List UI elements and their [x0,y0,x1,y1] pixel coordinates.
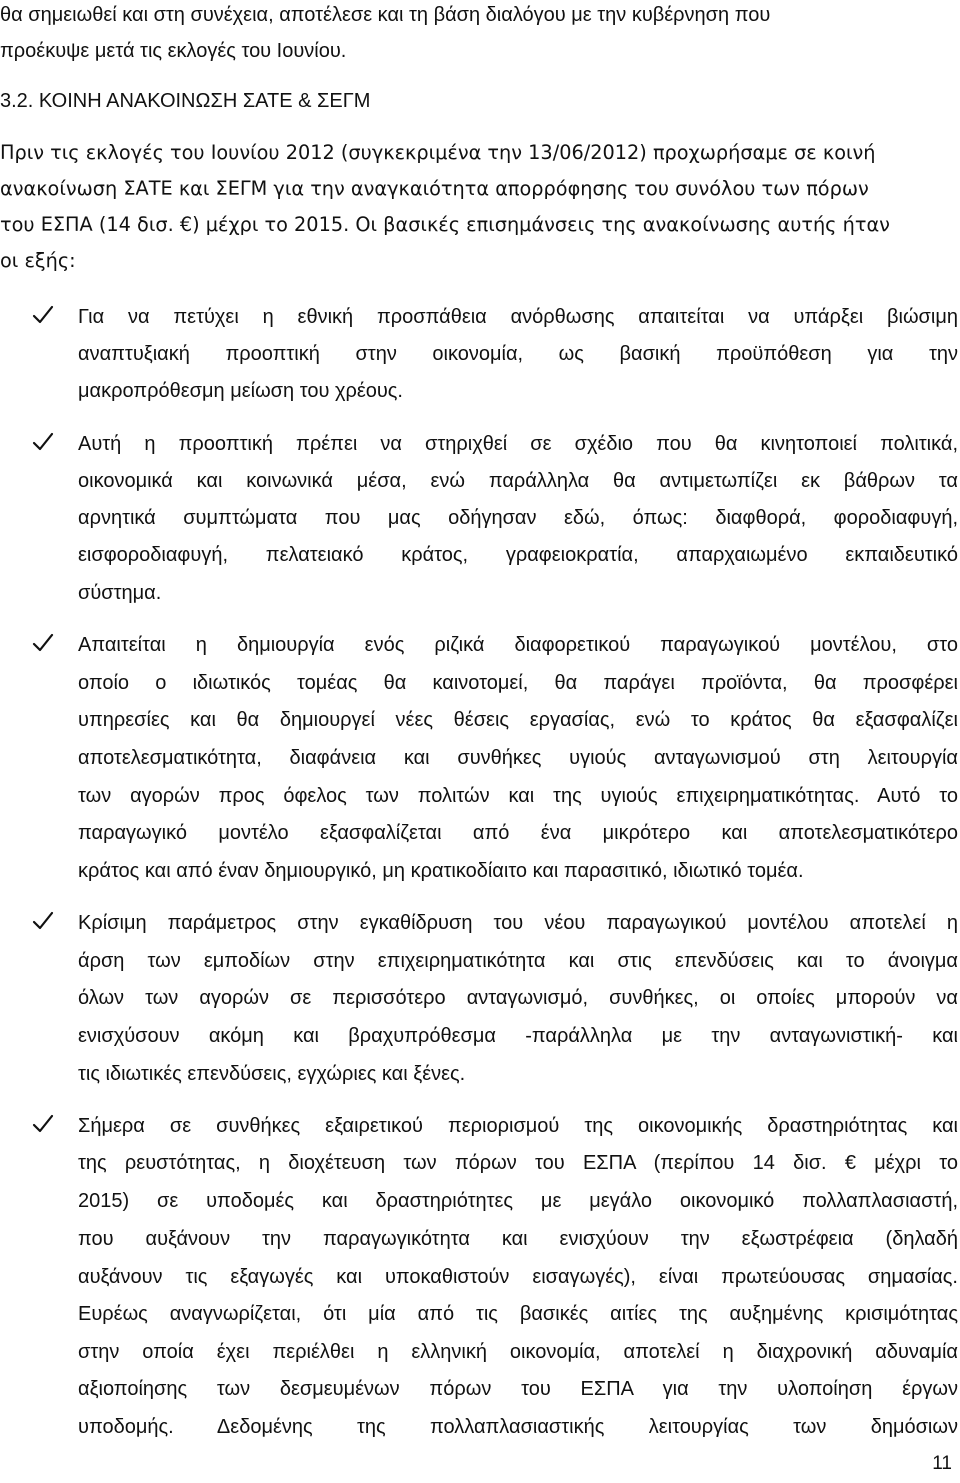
paragraph-line: ανακοίνωση ΣΑΤΕ και ΣΕΓΜ για την αναγκαιότητα απορρόφησης του συνόλου των πόρων [0,177,869,200]
bullet-line: κράτος και από έναν δημιουργικό, μη κρατικοδίαιτο και παρασιτικό, ιδιωτικό τομέα. [78,860,804,882]
bullet-line: άρση των εμποδίων στην επιχειρηματικότητα και στις επενδύσεις και το άνοιγμα [78,950,958,972]
bullet-line: που αυξάνουν την παραγωγικότητα και ενισχύουν την εξωστρέφεια (δηλαδή [78,1228,958,1250]
bullet-line: Κρίσιμη παράμετρος στην εγκαθίδρυση του νέου παραγωγικού μοντέλου αποτελεί η [78,912,958,934]
bullet-line: Αυτή η προοπτική πρέπει να στηριχθεί σε σχέδιο που θα κινητοποιεί πολιτικά, [78,433,958,455]
bullet-line: στην οποία έχει περιέλθει η ελληνική οικονομία, αποτελεί η διαχρονική αδυναμία [78,1341,958,1363]
bullet-line: αυξάνουν τις εξαγωγές και υποκαθιστούν εισαγωγές), είναι πρωτεύουσας σημασίας. [78,1266,958,1288]
bullet-line: αναπτυξιακή προοπτική στην οικονομία, ως βασική προϋπόθεση για την [78,343,958,365]
paragraph-line: Πριν τις εκλογές του Ιουνίου 2012 (συγκεκριμένα την 13/06/2012) προχωρήσαμε σε κοινή [0,141,876,164]
section-number: 3.2. [0,90,34,112]
bullet-line: των αγορών προς όφελος των πολιτών και της υγιούς επιχειρηματικότητας. Αυτό το [78,785,958,807]
intro-line: θα σημειωθεί και στη συνέχεια, αποτέλεσε και τη βάση διαλόγου με την κυβέρνηση που [0,4,771,26]
checkmark-icon [32,1113,54,1135]
bullet-line: σύστημα. [78,582,162,604]
checkmark-icon [32,431,54,453]
bullet-line: Για να πετύχει η εθνική προσπάθεια ανόρθωσης απαιτείται να υπάρξει βιώσιμη [78,306,958,328]
bullet-line: αποτελεσματικότητα, διαφάνεια και συνθήκες υγιούς ανταγωνισμού στη λειτουργία [78,747,958,769]
bullet-line: μακροπρόθεσμη μείωση του χρέους. [78,380,403,402]
bullet-line: υπηρεσίες και θα δημιουργεί νέες θέσεις εργασίας, ενώ το κράτος θα εξασφαλίζει [78,709,958,731]
bullet-line: Απαιτείται η δημιουργία ενός ριζικά διαφορετικού παραγωγικού μοντέλου, στο [78,634,958,656]
section-title: ΚΟΙΝΗ ΑΝΑΚΟΙΝΩΣΗ ΣΑΤΕ & ΣΕΓΜ [38,90,371,112]
bullet-line: οικονομικά και κοινωνικά μέσα, ενώ παράλληλα θα αντιμετωπίζει εκ βάθρων τα [78,470,958,492]
checkmark-icon [32,304,54,326]
intro-line: προέκυψε μετά τις εκλογές του Ιουνίου. [0,40,347,62]
bullet-line: Σήμερα σε συνθήκες εξαιρετικού περιορισμού της οικονομικής δραστηριότητας και [78,1115,958,1137]
page-number: 11 [932,1453,952,1474]
paragraph-line: του ΕΣΠΑ (14 δισ. €) μέχρι το 2015. Οι βασικές επισημάνσεις της ανακοίνωσης αυτής ήταν [0,213,890,236]
bullet-line: της ρευστότητας, η διοχέτευση των πόρων του ΕΣΠΑ (περίπου 14 δισ. € μέχρι το [78,1152,958,1174]
bullet-line: 2015) σε υποδομές και δραστηριότητες με μεγάλο οικονομικό πολλαπλασιαστή, [78,1190,958,1212]
bullet-line: τις ιδιωτικές επενδύσεις, εγχώριες και ξένες. [78,1063,466,1085]
bullet-line: αξιοποίησης των δεσμευμένων πόρων του ΕΣΠΑ για την υλοποίηση έργων [78,1378,958,1400]
bullet-line: ενισχύσουν ακόμη και βραχυπρόθεσμα -παράλληλα με την ανταγωνιστική- και [78,1025,958,1047]
bullet-line: αρνητικά συμπτώματα που μας οδήγησαν εδώ, όπως: διαφθορά, φοροδιαφυγή, [78,507,958,529]
checkmark-icon [32,910,54,932]
section-heading [0,88,370,114]
checkmark-icon [32,632,54,654]
bullet-line: παραγωγικό μοντέλο εξασφαλίζεται από ένα μικρότερο και αποτελεσματικότερο [78,822,958,844]
bullet-line: οποίο ο ιδιωτικός τομέας θα καινοτομεί, θα παράγει προϊόντα, θα προσφέρει [78,672,958,694]
paragraph-line: οι εξής: [0,249,76,272]
bullet-line: εισφοροδιαφυγή, πελατειακό κράτος, γραφειοκρατία, απαρχαιωμένο εκπαιδευτικό [78,544,958,566]
bullet-line: Ευρέως αναγνωρίζεται, ότι μία από τις βασικές αιτίες της αυξημένης κρισιμότητας [78,1303,958,1325]
bullet-line: υποδομής. Δεδομένης της πολλαπλασιαστικής λειτουργίας των δημόσιων [78,1416,958,1438]
bullet-line: όλων των αγορών σε περισσότερο ανταγωνισμό, συνθήκες, οι οποίες μπορούν να [78,987,958,1009]
